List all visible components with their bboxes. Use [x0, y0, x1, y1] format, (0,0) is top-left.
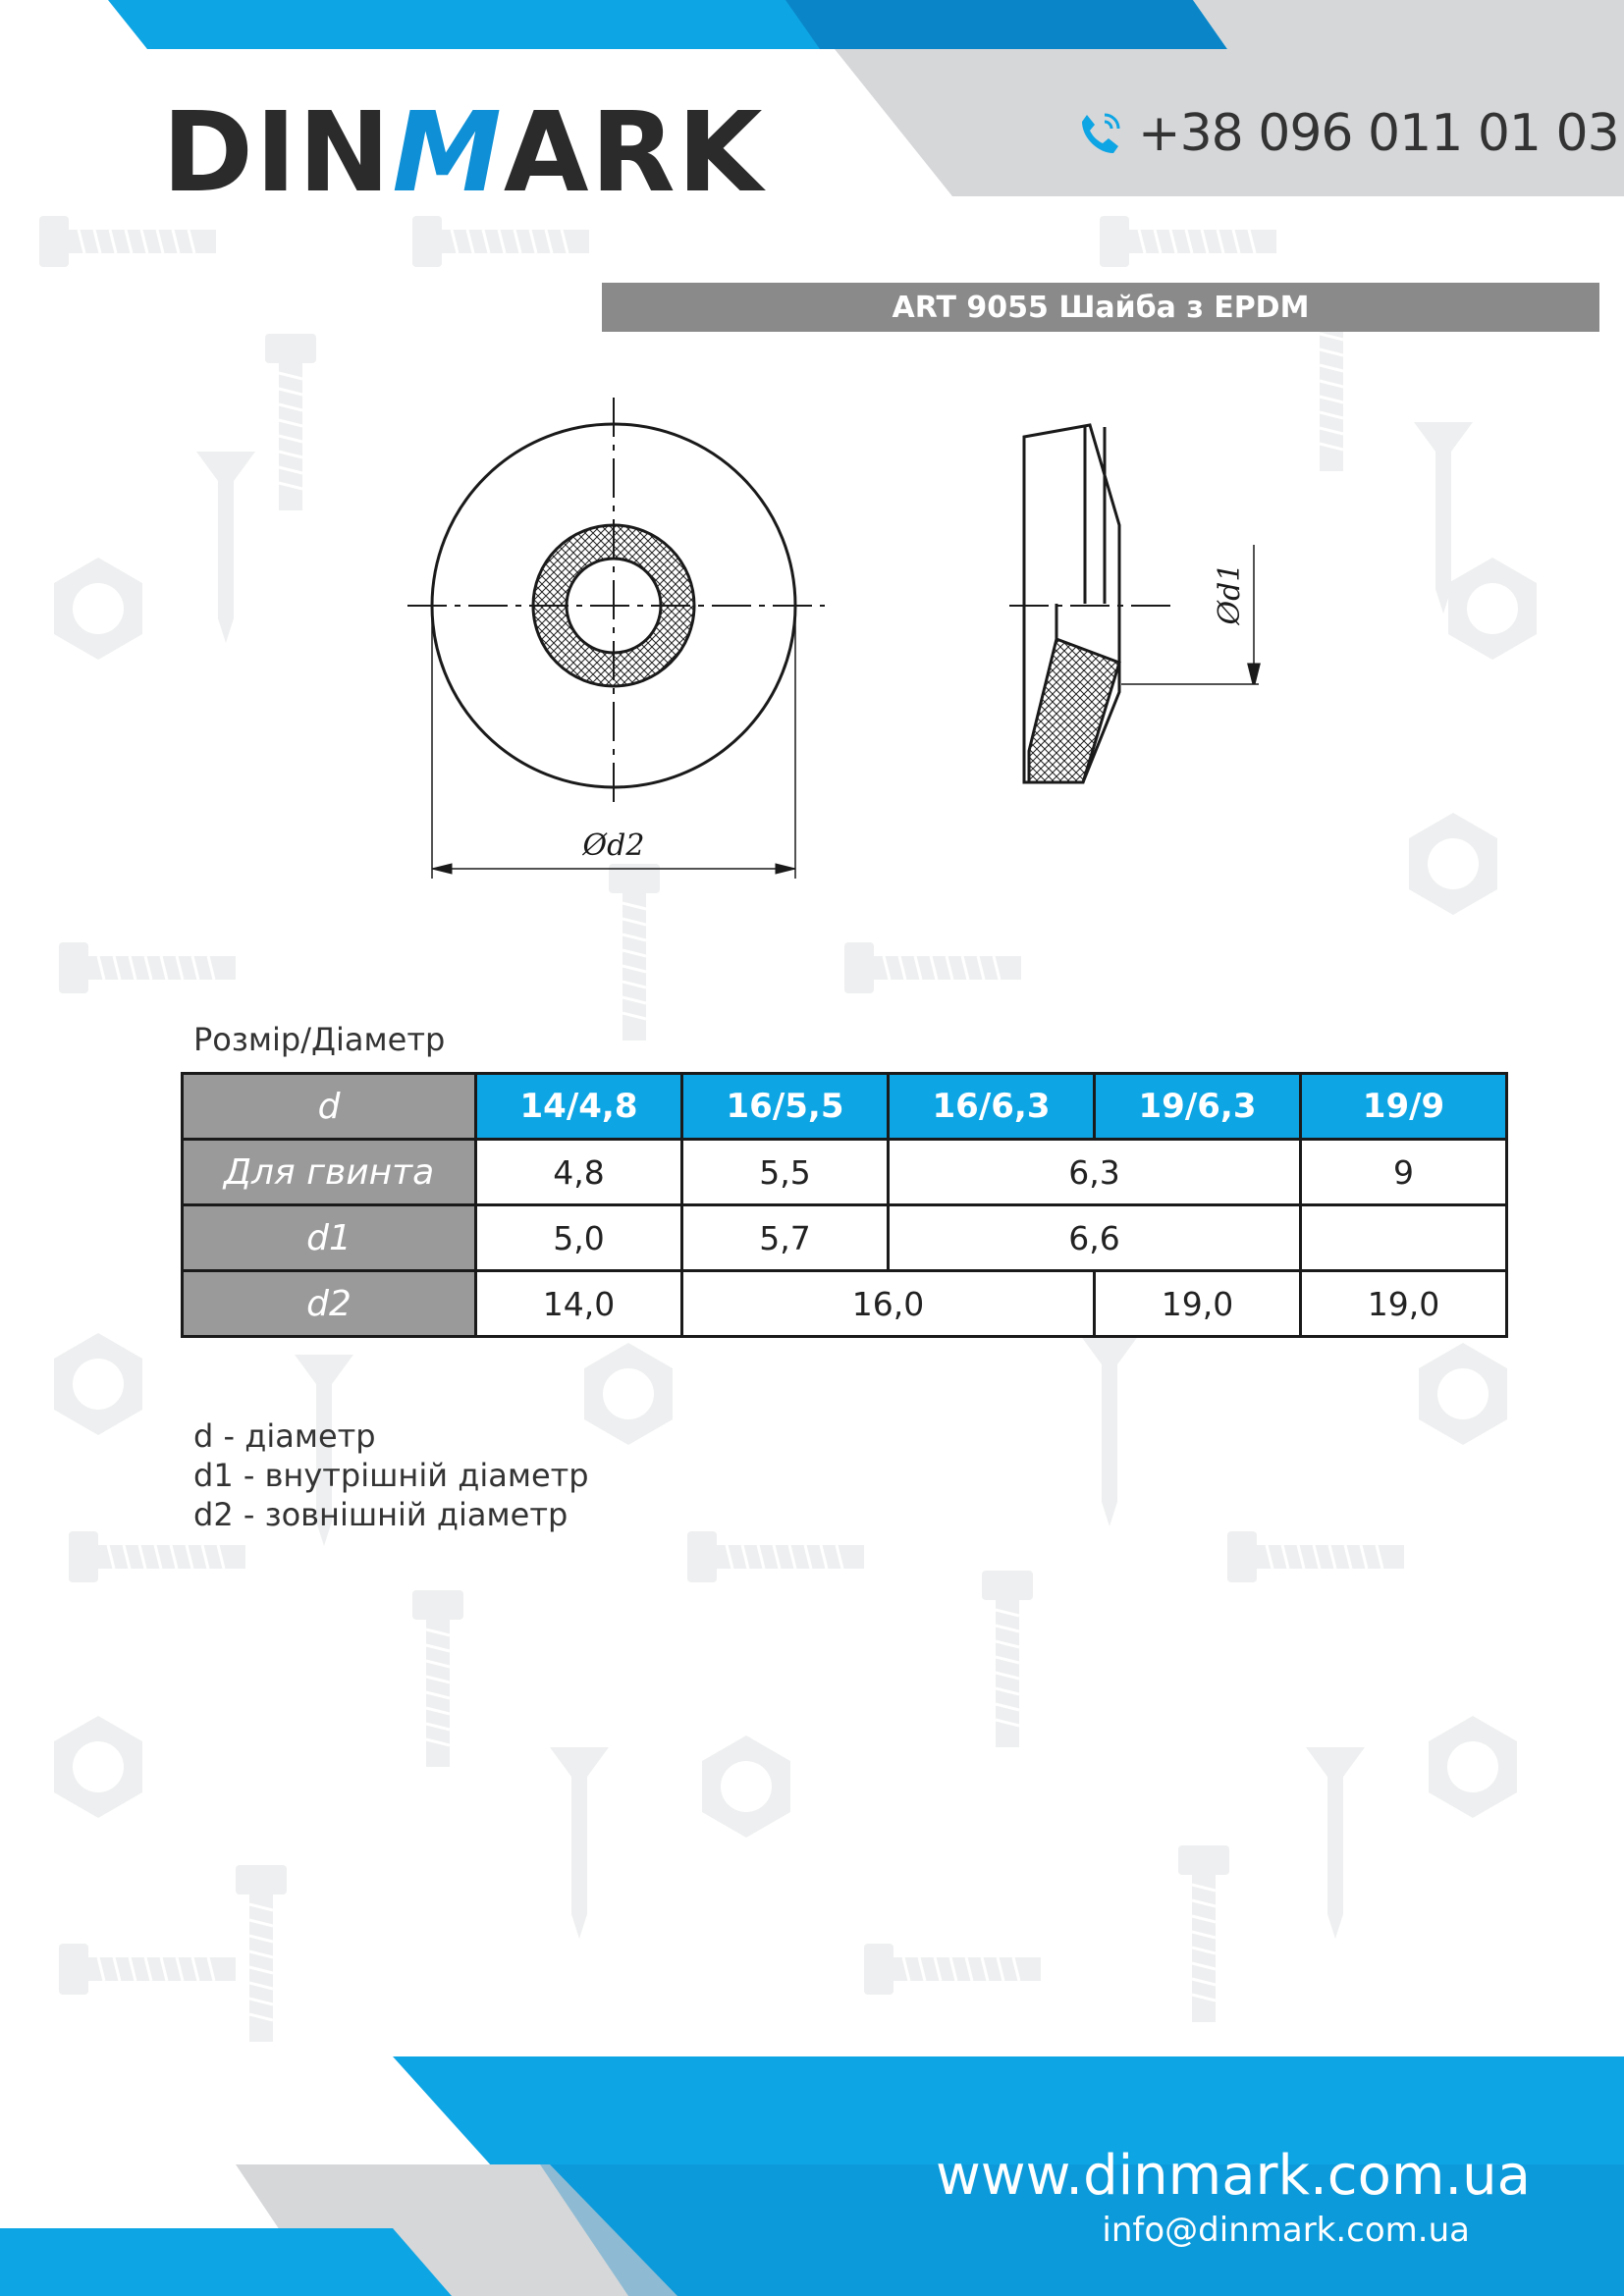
- table-row: [183, 1271, 1507, 1337]
- table-caption: Розмір/Діаметр: [193, 1021, 446, 1058]
- table-cell: 9: [1301, 1140, 1507, 1205]
- legend-item: d - діаметр: [193, 1417, 376, 1455]
- table-header-row: [183, 1074, 1507, 1140]
- email-link[interactable]: info@dinmark.com.ua: [1102, 2211, 1470, 2250]
- website-link[interactable]: www.dinmark.com.ua: [936, 2144, 1531, 2208]
- row-header: d2: [183, 1271, 476, 1337]
- table-cell: 19,0: [1095, 1271, 1301, 1337]
- row-header: Для гвинта: [183, 1140, 476, 1205]
- phone-icon: [1075, 109, 1124, 158]
- phone-number: +38 096 011 01 03: [1138, 104, 1619, 163]
- table-row: [183, 1140, 1507, 1205]
- table-cell: 5,5: [682, 1140, 889, 1205]
- table-cell: 6,6: [889, 1205, 1301, 1271]
- column-header: 16/6,3: [889, 1074, 1095, 1140]
- table-cell: 19,0: [1301, 1271, 1507, 1337]
- legend: [193, 1416, 589, 1534]
- logo-text-right: ARK: [503, 89, 765, 217]
- column-header: 19/9: [1301, 1074, 1507, 1140]
- table-cell: 14,0: [476, 1271, 682, 1337]
- table-cell: 5,0: [476, 1205, 682, 1271]
- front-view: [407, 398, 825, 879]
- table-cell: 5,7: [682, 1205, 889, 1271]
- column-header: 19/6,3: [1095, 1074, 1301, 1140]
- table-cell: [1301, 1205, 1507, 1271]
- washer-technical-drawing: [393, 388, 1316, 888]
- table-cell: 16,0: [682, 1271, 1095, 1337]
- row-header-d: d: [183, 1074, 476, 1140]
- legend-item: d2 - зовнішній діаметр: [193, 1496, 568, 1533]
- row-header: d1: [183, 1205, 476, 1271]
- logo-text-mid: M: [392, 89, 504, 217]
- phone-contact[interactable]: [1075, 102, 1619, 165]
- table-cell: 4,8: [476, 1140, 682, 1205]
- table-row: [183, 1205, 1507, 1271]
- product-title: ART 9055 Шайба з EPDM: [602, 283, 1599, 332]
- d2-label: Ød2: [582, 828, 645, 863]
- size-table: [181, 1072, 1508, 1338]
- dinmark-logo: [162, 89, 765, 217]
- logo-text-left: DIN: [162, 89, 393, 217]
- d1-label: Ød1: [1213, 562, 1247, 625]
- legend-item: d1 - внутрішній діаметр: [193, 1457, 589, 1494]
- column-header: 16/5,5: [682, 1074, 889, 1140]
- column-header: 14/4,8: [476, 1074, 682, 1140]
- table-cell: 6,3: [889, 1140, 1301, 1205]
